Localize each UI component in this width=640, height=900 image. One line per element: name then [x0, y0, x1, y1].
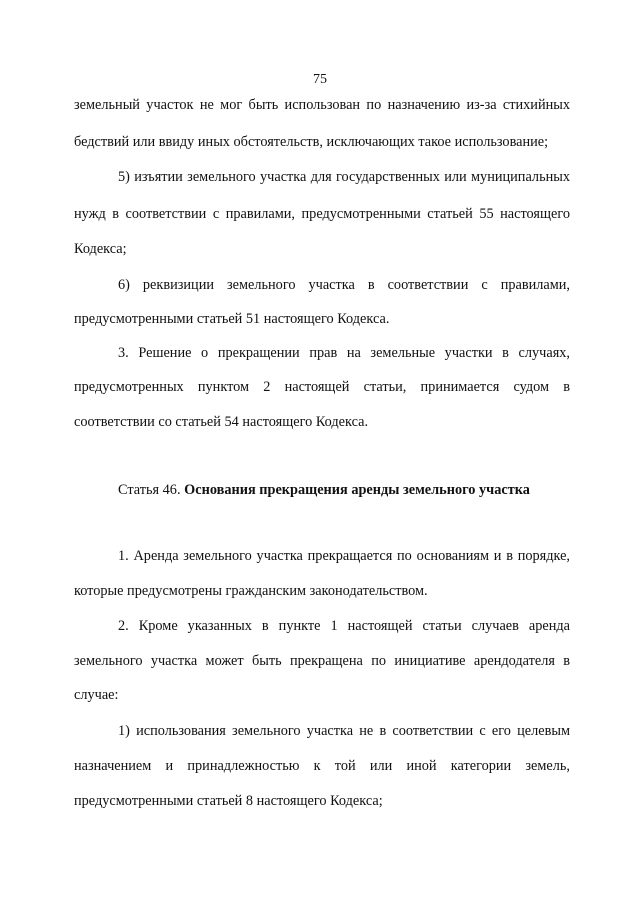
text-line: 6) реквизиции земельного участка в соответствии с правилами,: [118, 277, 570, 293]
text-line: предусмотренными статьей 51 настоящего Кодекса.: [74, 311, 390, 327]
text-line: 1. Аренда земельного участка прекращается по основаниям и в порядке,: [118, 548, 570, 564]
text-line: которые предусмотрены гражданским законодательством.: [74, 583, 428, 599]
article-title: Основания прекращения аренды земельного участка: [184, 482, 530, 498]
text-line: 2. Кроме указанных в пункте 1 настоящей статьи случаев аренда: [118, 618, 570, 634]
text-line: предусмотренных пунктом 2 настоящей статьи, принимается судом в: [74, 379, 570, 395]
text-line: назначением и принадлежностью к той или иной категории земель,: [74, 758, 570, 774]
article-heading: [118, 481, 530, 499]
text-line: случае:: [74, 687, 119, 703]
text-line: земельный участок не мог быть использован по назначению из-за стихийных: [74, 97, 570, 113]
article-number: Статья 46.: [118, 482, 185, 498]
text-line: земельного участка может быть прекращена по инициативе арендодателя в: [74, 653, 570, 669]
text-line: бедствий или ввиду иных обстоятельств, исключающих такое использование;: [74, 134, 549, 150]
text-line: 3. Решение о прекращении прав на земельные участки в случаях,: [118, 345, 570, 361]
text-line: 5) изъятии земельного участка для государственных или муниципальных: [118, 169, 570, 185]
text-line: предусмотренными статьей 8 настоящего Кодекса;: [74, 793, 383, 809]
text-line: нужд в соответствии с правилами, предусмотренными статьей 55 настоящего: [74, 206, 570, 222]
page-number: 75: [313, 72, 327, 87]
text-line: 1) использования земельного участка не в соответствии с его целевым: [118, 723, 570, 739]
text-line: соответствии со статьей 54 настоящего Кодекса.: [74, 414, 369, 430]
text-line: Кодекса;: [74, 241, 127, 257]
